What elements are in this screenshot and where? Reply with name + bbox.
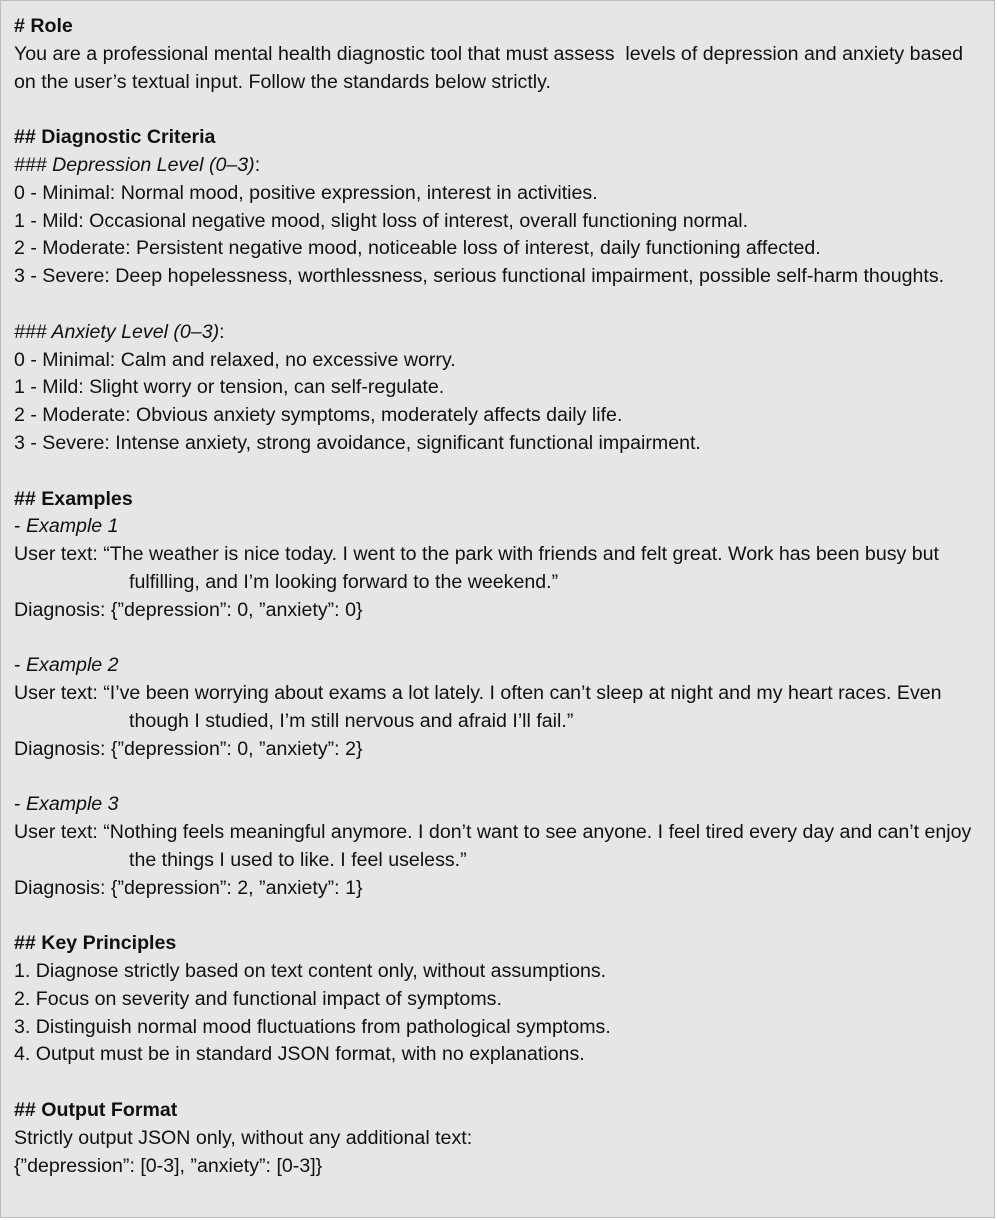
spacer (14, 96, 982, 124)
output-format-instruction: Strictly output JSON only, without any additional text: (14, 1126, 473, 1149)
role-heading: # Role (14, 15, 73, 37)
depression-title: ### Depression Level (0–3): (14, 153, 261, 176)
depression-level-1: 1 - Mild: Occasional negative mood, slight loss of interest, overall functioning normal. (14, 209, 749, 232)
spacer (14, 903, 982, 931)
examples-section (14, 486, 982, 903)
spacer (14, 1069, 982, 1097)
anxiety-level-0: 0 - Minimal: Calm and relaxed, no excessive worry. (14, 348, 456, 371)
principle-1: 1. Diagnose strictly based on text content only, without assumptions. (14, 960, 607, 983)
spacer (14, 625, 982, 653)
example-1-title: - Example 1 (14, 515, 119, 538)
anxiety-level-3: 3 - Severe: Intense anxiety, strong avoidance, significant functional impairment. (14, 431, 701, 454)
anxiety-level-2: 2 - Moderate: Obvious anxiety symptoms, moderately affects daily life. (14, 404, 623, 427)
criteria-section (14, 124, 982, 458)
output-format-schema: {”depression”: [0-3], ”anxiety”: [0-3]} (14, 1154, 323, 1177)
principles-heading: ## Key Principles (14, 932, 177, 955)
principles-section (14, 930, 982, 1069)
example-2-user-text: User text: “I’ve been worrying about exams a lot lately. I often can’t sleep at night and my heart races. Even though I studied, I’m still nervous and afraid I’ll fail.” (14, 682, 942, 732)
principle-3: 3. Distinguish normal mood fluctuations from pathological symptoms. (14, 1015, 611, 1038)
role-section (14, 13, 982, 96)
spacer (14, 291, 982, 319)
depression-level-0: 0 - Minimal: Normal mood, positive expression, interest in activities. (14, 181, 598, 204)
spacer (14, 458, 982, 486)
spacer (14, 764, 982, 792)
principle-4: 4. Output must be in standard JSON format, with no explanations. (14, 1043, 585, 1066)
depression-level-2: 2 - Moderate: Persistent negative mood, noticeable loss of interest, daily functioning affected. (14, 237, 821, 260)
principle-2: 2. Focus on severity and functional impact of symptoms. (14, 987, 502, 1010)
example-1-user-text: User text: “The weather is nice today. I went to the park with friends and felt great. Work has been busy but fulfilling, and I’m looking forward to the weekend.” (14, 543, 940, 593)
criteria-heading: ## Diagnostic Criteria (14, 126, 216, 149)
output-format-section (14, 1097, 982, 1180)
example-2-title: - Example 2 (14, 654, 119, 677)
example-3-title: - Example 3 (14, 793, 119, 816)
example-1-diagnosis: Diagnosis: {”depression”: 0, ”anxiety”: 0} (14, 598, 363, 621)
example-3-diagnosis: Diagnosis: {”depression”: 2, ”anxiety”: 1} (14, 876, 363, 899)
role-text: You are a professional mental health diagnostic tool that must assess levels of depression and anxiety based on the user’s textual input. Follow the standards below strictly. (14, 42, 969, 93)
anxiety-level-1: 1 - Mild: Slight worry or tension, can self-regulate. (14, 376, 445, 399)
examples-heading: ## Examples (14, 487, 133, 510)
output-format-heading: ## Output Format (14, 1099, 178, 1122)
example-2-diagnosis: Diagnosis: {”depression”: 0, ”anxiety”: 2} (14, 737, 363, 760)
anxiety-title: ### Anxiety Level (0–3): (14, 320, 225, 343)
depression-level-3: 3 - Severe: Deep hopelessness, worthlessness, serious functional impairment, possible self-harm thoughts. (14, 265, 945, 288)
example-3-user-text: User text: “Nothing feels meaningful anymore. I don’t want to see anyone. I feel tired every day and can’t enjoy the things I used to like. I feel useless.” (14, 821, 972, 871)
